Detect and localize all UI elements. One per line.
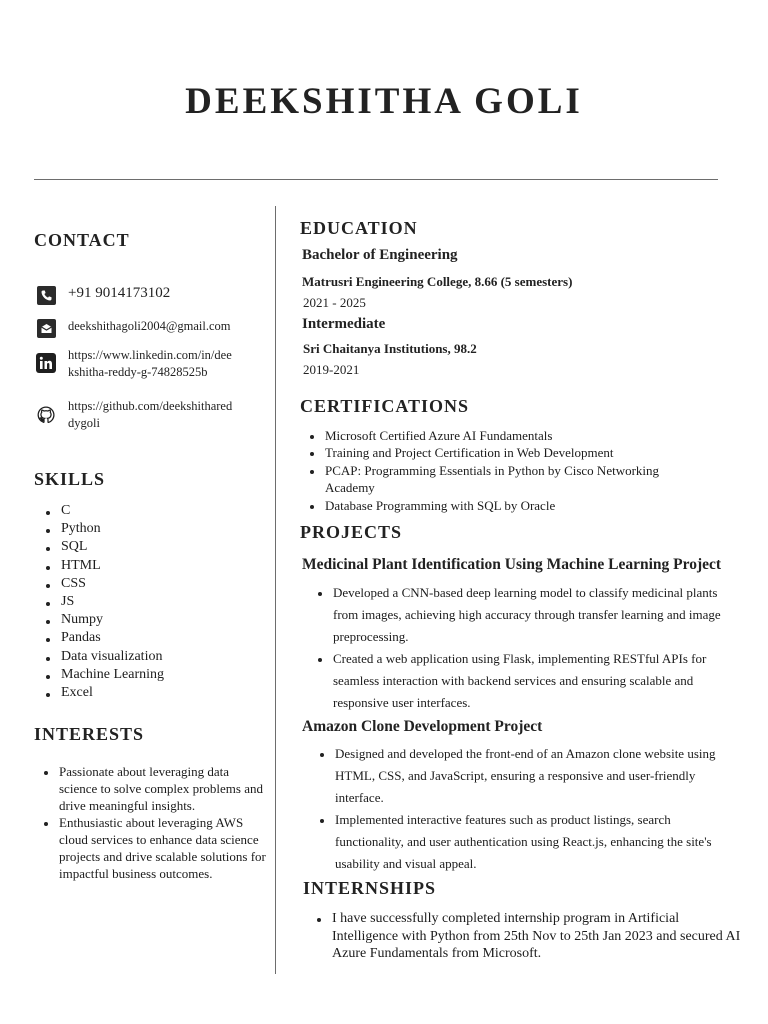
- project-bullet: Designed and developed the front-end of an Amazon clone website using HTML, CSS, and JavaScript, ensuring a responsive and user-friendly interface.: [318, 743, 738, 809]
- email-icon: [36, 318, 56, 338]
- skill-item: SQL: [44, 538, 164, 556]
- project-bullet: Implemented interactive features such as product listings, search functionality, and user authentication using React.js, enhancing the site's usability and visual appeal.: [318, 809, 738, 875]
- certification-item: Database Programming with SQL by Oracle: [308, 497, 708, 514]
- project-bullets: [316, 582, 741, 714]
- project-bullet: Created a web application using Flask, implementing RESTful APIs for seamless interaction with backend services and ensuring scalable and responsive user interfaces.: [316, 648, 741, 714]
- github-url-line1: https://github.com/deekshithared: [68, 399, 233, 413]
- education-years: 2021 - 2025: [303, 295, 366, 310]
- linkedin-url-line2: kshitha-reddy-g-74828525b: [68, 365, 208, 379]
- column-divider: [275, 206, 276, 974]
- contact-phone-row: [36, 285, 170, 305]
- contact-heading: CONTACT: [34, 230, 130, 250]
- education-heading: EDUCATION: [300, 218, 418, 238]
- skills-heading: SKILLS: [34, 469, 106, 489]
- skill-item: Data visualization: [44, 648, 164, 666]
- internship-item: I have successfully completed internship program in Artificial Intelligence with Python from 25th Nov to 25th Jan 2023 and secured AI Azure Fundamentals from Microsoft.: [315, 910, 745, 963]
- education-degree: Intermediate: [302, 316, 386, 332]
- project-title: Amazon Clone Development Project: [302, 718, 543, 735]
- skill-item: Pandas: [44, 629, 164, 647]
- skill-item: C: [44, 502, 164, 520]
- skill-item: CSS: [44, 575, 164, 593]
- email-link[interactable]: deekshithagoli2004@gmail.com: [68, 319, 231, 333]
- project-bullet: Developed a CNN-based deep learning model to classify medicinal plants from images, achieving high accuracy through transfer learning and image preprocessing.: [316, 582, 741, 648]
- interests-heading: INTERESTS: [34, 724, 145, 744]
- contact-github-row: [36, 398, 232, 432]
- certifications-list: [308, 427, 708, 514]
- projects-heading: PROJECTS: [300, 522, 403, 542]
- education-institution: Sri Chaitanya Institutions, 98.2: [303, 341, 477, 356]
- github-url-line2: dygoli: [68, 416, 100, 430]
- certification-item: Training and Project Certification in Web Development: [308, 444, 708, 461]
- linkedin-icon: [36, 353, 56, 373]
- education-years: 2019-2021: [303, 362, 360, 377]
- phone-icon: [36, 285, 56, 305]
- skill-item: Python: [44, 520, 164, 538]
- certification-item: Microsoft Certified Azure AI Fundamentals: [308, 427, 708, 444]
- contact-email-row: [36, 318, 231, 338]
- linkedin-url-line1: https://www.linkedin.com/in/dee: [68, 348, 232, 362]
- interest-item: Passionate about leveraging data science to solve complex problems and drive meaningful insights.: [42, 763, 270, 814]
- github-icon: [36, 405, 56, 425]
- skill-item: Numpy: [44, 611, 164, 629]
- skill-item: Excel: [44, 684, 164, 702]
- skill-item: HTML: [44, 557, 164, 575]
- linkedin-link[interactable]: [68, 347, 232, 381]
- interests-list: [42, 763, 270, 882]
- phone-number: +91 9014173102: [68, 285, 171, 301]
- skill-item: JS: [44, 593, 164, 611]
- certification-item: PCAP: Programming Essentials in Python by Cisco Networking Academy: [308, 462, 708, 497]
- github-link[interactable]: [68, 398, 232, 432]
- resume-name: DEEKSHITHA GOLI: [185, 81, 583, 122]
- project-bullets: [318, 743, 738, 875]
- skill-item: Machine Learning: [44, 666, 164, 684]
- contact-linkedin-row: [36, 347, 232, 381]
- interest-item: Enthusiastic about leveraging AWS cloud services to enhance data science projects and drive scalable solutions for impactful business outcomes.: [42, 814, 270, 882]
- education-degree: Bachelor of Engineering: [302, 247, 458, 263]
- internships-heading: INTERNSHIPS: [303, 878, 437, 898]
- project-title: Medicinal Plant Identification Using Machine Learning Project: [302, 556, 722, 573]
- certifications-heading: CERTIFICATIONS: [300, 396, 470, 416]
- header-divider: [34, 179, 718, 180]
- education-institution: Matrusri Engineering College, 8.66 (5 semesters): [302, 274, 573, 289]
- internships-list: [315, 910, 745, 963]
- skills-list: [44, 502, 164, 702]
